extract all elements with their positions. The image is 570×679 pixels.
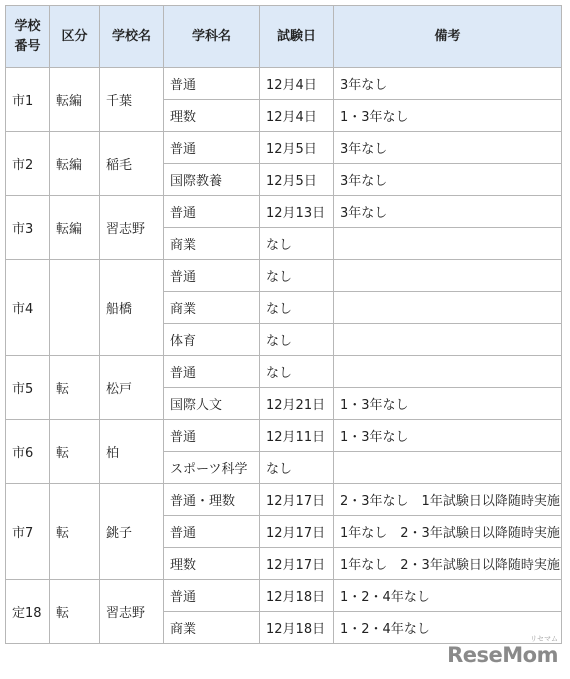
notes-cell: 1・3年なし (334, 388, 562, 420)
notes-cell: 3年なし (334, 68, 562, 100)
notes-cell: 1年なし 2・3年試験日以降随時実施 (334, 548, 562, 580)
category-cell: 転 (50, 356, 100, 420)
table-row (6, 420, 562, 452)
department-cell: 体育 (164, 324, 260, 356)
department-cell: 普通 (164, 356, 260, 388)
table-body (6, 68, 562, 644)
school-name-cell: 柏 (100, 420, 164, 484)
department-cell: 国際人文 (164, 388, 260, 420)
category-cell: 転編 (50, 132, 100, 196)
exam-date-cell: 12月5日 (260, 132, 334, 164)
table-row (6, 580, 562, 612)
table-row (6, 196, 562, 228)
department-cell: 普通 (164, 132, 260, 164)
department-cell: スポーツ科学 (164, 452, 260, 484)
exam-date-cell: 12月18日 (260, 580, 334, 612)
exam-date-cell: 12月13日 (260, 196, 334, 228)
table-row (6, 68, 562, 100)
header-notes: 備考 (334, 6, 562, 68)
school-name-cell: 銚子 (100, 484, 164, 580)
school-number-cell: 定18 (6, 580, 50, 644)
department-cell: 国際教養 (164, 164, 260, 196)
exam-date-cell: 12月17日 (260, 516, 334, 548)
school-name-cell: 習志野 (100, 580, 164, 644)
table-row (6, 356, 562, 388)
notes-cell (334, 260, 562, 292)
school-name-cell: 千葉 (100, 68, 164, 132)
notes-cell (334, 292, 562, 324)
transfer-exam-table (5, 5, 562, 644)
exam-date-cell: なし (260, 260, 334, 292)
table-row (6, 260, 562, 292)
category-cell: 転 (50, 580, 100, 644)
notes-cell: 1年なし 2・3年試験日以降随時実施 (334, 516, 562, 548)
exam-date-cell: 12月4日 (260, 100, 334, 132)
notes-cell (334, 324, 562, 356)
category-cell: 転編 (50, 68, 100, 132)
school-number-cell: 市3 (6, 196, 50, 260)
department-cell: 理数 (164, 548, 260, 580)
exam-date-cell: なし (260, 228, 334, 260)
school-number-cell: 市1 (6, 68, 50, 132)
notes-cell: 1・2・4年なし (334, 580, 562, 612)
category-cell: 転編 (50, 196, 100, 260)
school-name-cell: 稲毛 (100, 132, 164, 196)
department-cell: 商業 (164, 612, 260, 644)
school-number-cell: 市2 (6, 132, 50, 196)
department-cell: 理数 (164, 100, 260, 132)
department-cell: 普通 (164, 68, 260, 100)
table-row (6, 132, 562, 164)
exam-date-cell: なし (260, 356, 334, 388)
notes-cell: 1・2・4年なし (334, 612, 562, 644)
logo-ruby: リセマム (530, 635, 558, 643)
header-school-name: 学校名 (100, 6, 164, 68)
exam-date-cell: 12月5日 (260, 164, 334, 196)
notes-cell: 1・3年なし (334, 420, 562, 452)
department-cell: 普通 (164, 260, 260, 292)
notes-cell: 3年なし (334, 164, 562, 196)
department-cell: 普通 (164, 516, 260, 548)
notes-cell: 3年なし (334, 132, 562, 164)
exam-date-cell: 12月17日 (260, 548, 334, 580)
header-category: 区分 (50, 6, 100, 68)
header-row (6, 6, 562, 68)
notes-cell (334, 228, 562, 260)
school-name-cell: 松戸 (100, 356, 164, 420)
header-exam-date: 試験日 (260, 6, 334, 68)
category-cell: 転 (50, 420, 100, 484)
category-cell: 転 (50, 484, 100, 580)
exam-date-cell: なし (260, 324, 334, 356)
logo-text: ReseMom (447, 643, 558, 667)
header-school-number-line2: 番号 (14, 38, 41, 54)
school-name-cell: 船橋 (100, 260, 164, 356)
header-school-number-line1: 学校 (14, 18, 41, 34)
header-department: 学科名 (164, 6, 260, 68)
resemom-logo (447, 635, 558, 667)
exam-date-cell: 12月21日 (260, 388, 334, 420)
exam-date-cell: 12月17日 (260, 484, 334, 516)
notes-cell: 1・3年なし (334, 100, 562, 132)
department-cell: 商業 (164, 292, 260, 324)
header-school-number (6, 6, 50, 68)
school-number-cell: 市6 (6, 420, 50, 484)
school-number-cell: 市7 (6, 484, 50, 580)
school-number-cell: 市5 (6, 356, 50, 420)
exam-date-cell: 12月18日 (260, 612, 334, 644)
department-cell: 普通・理数 (164, 484, 260, 516)
category-cell (50, 260, 100, 356)
school-name-cell: 習志野 (100, 196, 164, 260)
notes-cell (334, 452, 562, 484)
exam-date-cell: なし (260, 292, 334, 324)
table-row (6, 484, 562, 516)
department-cell: 商業 (164, 228, 260, 260)
notes-cell (334, 356, 562, 388)
exam-date-cell: 12月11日 (260, 420, 334, 452)
department-cell: 普通 (164, 420, 260, 452)
exam-date-cell: なし (260, 452, 334, 484)
notes-cell: 3年なし (334, 196, 562, 228)
school-number-cell: 市4 (6, 260, 50, 356)
department-cell: 普通 (164, 196, 260, 228)
exam-date-cell: 12月4日 (260, 68, 334, 100)
notes-cell: 2・3年なし 1年試験日以降随時実施 (334, 484, 562, 516)
department-cell: 普通 (164, 580, 260, 612)
